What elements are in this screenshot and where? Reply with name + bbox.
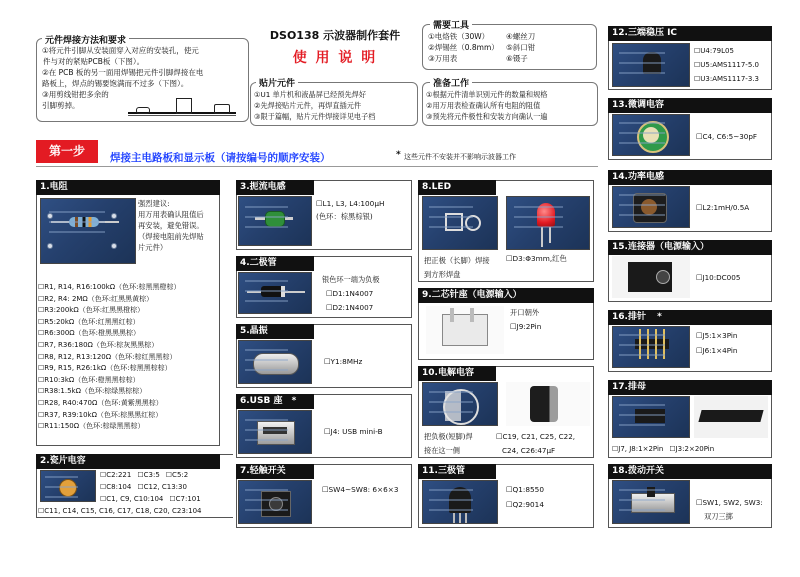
inductor-line: (色环：棕黑棕银) <box>316 212 373 221</box>
tools-list <box>428 31 596 64</box>
transistor-line[interactable]: ☐Q1:8550 <box>506 485 544 494</box>
step-badge: 第一步 <box>36 140 98 163</box>
welding-line: ②在 PCB 板的另一面用焊锡把元件引脚焊接在电 <box>42 68 204 77</box>
regulator-line[interactable]: ☐U4:79L05 <box>694 47 734 55</box>
pinheader-header <box>608 310 772 325</box>
page-title: DSO138 示波器制作套件 <box>269 29 401 42</box>
power-inductor-line[interactable]: ☐L2:1mH/0.5A <box>696 203 750 212</box>
ceramic-list <box>100 469 240 505</box>
switch-line[interactable]: ☐SW4~SW8: 6×6×3 <box>322 485 399 494</box>
resistor-item[interactable]: ☐R11:150Ω（色环:棕绿黑黑棕） <box>38 422 145 431</box>
switch-header: 7.轻触开关 <box>236 464 314 479</box>
usb-star: * <box>291 396 297 406</box>
welding-title: 元件焊接方法和要求 <box>42 33 129 46</box>
crystal-header: 5.晶振 <box>236 324 314 339</box>
trimcap-photo <box>612 114 690 156</box>
header2-header: 9.二芯针座（电源输入） <box>418 288 594 303</box>
femaleheader-header: 17.排母 <box>608 380 772 395</box>
pinheader-line[interactable]: ☐J6:1×4Pin <box>696 346 738 355</box>
resistor-photo <box>40 198 136 264</box>
advice-line: 再安装，避免错误。 <box>138 221 204 230</box>
tool-item: ⑤斜口钳 <box>506 43 536 52</box>
switch-photo <box>238 480 312 524</box>
pinheader-header-label: 16.排针 <box>612 312 646 322</box>
power-inductor-photo <box>612 186 690 228</box>
smd-title: 贴片元件 <box>256 76 298 89</box>
tools-title: 需要工具 <box>430 18 472 31</box>
femaleheader-text <box>612 444 772 454</box>
resistor-item[interactable]: ☐R5:20kΩ（色环:红黑黑红棕） <box>38 317 140 326</box>
header2-line: 开口朝外 <box>510 308 540 317</box>
page-subtitle: 使 用 说 明 <box>292 50 378 66</box>
electrolytic-left <box>424 430 473 458</box>
welding-line: 件与对的紧贴PCB板（下图）。 <box>43 57 145 66</box>
welding-line: ①将元件引脚从安装面穿入对应的安装孔，使元 <box>42 46 199 55</box>
femaleheader-line[interactable]: ☐J3:2×20Pin <box>669 445 715 453</box>
advice-line: 强烈建议: <box>138 199 170 208</box>
resistor-item[interactable]: ☐R7, R36:180Ω（色环:棕灰黑黑棕） <box>38 340 159 349</box>
welding-line: 引脚剪掉。 <box>42 101 80 110</box>
diode-text <box>322 273 380 315</box>
regulator-line[interactable]: ☐U3:AMS1117-3.3 <box>694 75 759 83</box>
crystal-line[interactable]: ☐Y1:8MHz <box>324 357 363 366</box>
pinheader-line[interactable]: ☐J5:1×3Pin <box>696 331 738 340</box>
prep-line: ①根据元件清单识别元件的数量和规格 <box>426 90 548 99</box>
prep-line: ③预先将元件极性和安装方向确认一遍 <box>426 112 548 121</box>
header2-line[interactable]: ☐J9:2Pin <box>510 322 542 331</box>
inductor-photo <box>238 196 312 246</box>
ceramic-item[interactable]: ☐C2:221 <box>100 471 132 479</box>
diode-line: 银色环一端为负极 <box>322 275 380 284</box>
regulator-text <box>694 44 759 86</box>
led-pcb-photo <box>422 196 498 250</box>
transistor-text <box>506 482 544 512</box>
slide-line: 双刀三掷 <box>704 512 733 521</box>
electrolytic-line: 把负极(短脚)焊 <box>424 432 473 441</box>
regulator-header: 12.三端稳压 IC <box>608 26 772 41</box>
step-note: 这些元件不安装并不影响示波器工作 <box>404 153 516 161</box>
regulator-line[interactable]: ☐U5:AMS1117-5.0 <box>694 61 759 69</box>
power-inductor-header: 14.功率电感 <box>608 170 772 185</box>
diode-line[interactable]: ☐D2:1N4007 <box>326 303 374 312</box>
step-divider <box>36 166 598 167</box>
slide-line[interactable]: ☐SW1, SW2, SW3: <box>696 498 763 507</box>
resistor-list <box>38 282 220 433</box>
ceramic-item[interactable]: ☐C5:2 <box>165 471 189 479</box>
resistor-item[interactable]: ☐R8, R12, R13:120Ω（色环:棕红黑黑棕） <box>38 352 177 361</box>
led-right[interactable]: ☐D3:Φ3mm,红色 <box>506 254 567 263</box>
ceramic-item[interactable]: ☐C11, C14, C15, C16, C17, C18, C20, C23:104 <box>38 507 202 515</box>
diode-line[interactable]: ☐D1:1N4007 <box>326 289 374 298</box>
resistor-item[interactable]: ☐R10:3kΩ（色环:橙黑黑棕棕） <box>38 375 140 384</box>
resistor-item[interactable]: ☐R2, R4: 2MΩ（色环:红黑黑黄棕） <box>38 294 154 303</box>
inductor-header: 3.扼流电感 <box>236 180 314 195</box>
smd-line: ①U1 单片机和液晶屏已经预先焊好 <box>254 90 367 99</box>
advice-line: 片元件） <box>138 243 168 252</box>
usb-line[interactable]: ☐J4: USB mini-B <box>324 427 383 436</box>
ceramic-item[interactable]: ☐C8:104 <box>100 483 132 491</box>
header2-photo <box>426 306 504 354</box>
transistor-header: 11.三极管 <box>418 464 496 479</box>
tool-item: ③万用表 <box>428 54 458 63</box>
resistor-item[interactable]: ☐R1, R14, R16:100kΩ（色环:棕黑黑橙棕） <box>38 283 181 291</box>
smd-text <box>254 89 418 122</box>
usb-header-label: 6.USB 座 <box>240 396 283 406</box>
electrolytic-right <box>496 430 575 458</box>
trimcap-line[interactable]: ☐C4, C6:5~30pF <box>696 132 758 141</box>
step-instruction: 焊接主电路板和显示板（请按编号的顺序安装） <box>110 152 331 164</box>
welding-illustration <box>128 92 238 120</box>
electrolytic-line: C24, C26:47μF <box>502 446 556 455</box>
resistor-item[interactable]: ☐R38:1.5kΩ（色环:棕绿黑棕棕） <box>38 387 147 396</box>
ceramic-item[interactable]: ☐C1, C9, C10:104 <box>100 495 164 503</box>
ceramic-photo <box>40 470 96 502</box>
diode-header: 4.二极管 <box>236 256 314 271</box>
advice-line: （焊接电阻前先焊贴 <box>138 232 204 241</box>
resistor-item[interactable]: ☐R6:300Ω（色环:橙黑黑黑棕） <box>38 329 141 338</box>
led-left <box>424 254 490 282</box>
connector-line[interactable]: ☐J10:DC005 <box>696 273 741 282</box>
femaleheader-line[interactable]: ☐J7, J8:1×2Pin <box>612 445 664 453</box>
resistor-item[interactable]: ☐R37, R39:10kΩ（色环:棕黑黑红棕） <box>38 410 163 419</box>
led-header: 8.LED <box>418 180 496 195</box>
smd-line: ③限于篇幅，贴片元件焊接详见电子档 <box>254 112 376 121</box>
welding-line: ③用剪线钳把多余的 <box>42 90 109 99</box>
trimcap-header: 13.微调电容 <box>608 98 772 113</box>
prep-line: ②用万用表检查确认所有电阻的阻值 <box>426 101 541 110</box>
ceramic-item[interactable]: ☐C12, C13:30 <box>137 483 187 491</box>
electrolytic-photo <box>506 382 590 426</box>
femaleheader-photo-1 <box>612 396 690 438</box>
connector-photo <box>612 256 690 298</box>
regulator-photo <box>612 43 690 87</box>
pinheader-star: * <box>657 312 662 322</box>
advice-line: 用万用表确认阻值后 <box>138 210 204 219</box>
resistor-item[interactable]: ☐R28, R40:470Ω（色环:黄紫黑黑棕） <box>38 398 163 407</box>
ceramic-item[interactable]: ☐C7:101 <box>169 495 201 503</box>
diode-photo <box>238 272 312 314</box>
resistor-item[interactable]: ☐R9, R15, R26:1kΩ（色环:棕黑黑棕棕） <box>38 364 172 373</box>
header2-text <box>510 306 541 334</box>
tool-item: ④螺丝刀 <box>506 32 536 41</box>
ceramic-header: 2.瓷片电容 <box>36 454 220 469</box>
transistor-line[interactable]: ☐Q2:9014 <box>506 500 544 509</box>
led-photo <box>506 196 590 250</box>
step-note-bullet: * <box>396 150 401 160</box>
inductor-line[interactable]: ☐L1, L3, L4:100μH <box>316 199 385 208</box>
welding-line: 路板上，焊点的锡要饱满而不过多（下图）。 <box>42 79 189 88</box>
smd-line: ②先焊接贴片元件，再焊直插元件 <box>254 101 362 110</box>
femaleheader-photo-2 <box>694 396 768 438</box>
resistors-header: 1.电阻 <box>36 180 220 195</box>
slide-header: 18.拨动开关 <box>608 464 772 479</box>
prep-title: 准备工作 <box>430 76 472 89</box>
tool-item: ②焊锡丝（0.8mm） <box>428 43 499 52</box>
tool-item: ①电烙铁（30W） <box>428 32 490 41</box>
connector-header: 15.连接器（电源输入） <box>608 240 772 255</box>
inductor-text <box>316 197 384 223</box>
electrolytic-line[interactable]: ☐C19, C21, C25, C22, <box>496 432 576 441</box>
electrolytic-pcb-photo <box>422 382 498 426</box>
usb-header <box>236 394 314 409</box>
tool-item: ⑥镊子 <box>506 54 528 63</box>
crystal-photo <box>238 340 312 384</box>
ceramic-item[interactable]: ☐C3:5 <box>137 471 160 479</box>
electrolytic-line: 接在这一侧 <box>424 446 460 455</box>
led-line: 到方形焊盘 <box>424 270 461 279</box>
electrolytic-header: 10.电解电容 <box>418 366 496 381</box>
slide-text <box>696 496 763 524</box>
transistor-photo <box>422 480 498 524</box>
pinheader-text <box>696 328 737 358</box>
resistor-advice <box>138 198 220 253</box>
usb-photo <box>238 410 312 454</box>
resistor-item[interactable]: ☐R3:200kΩ（色环:红黑黑橙棕） <box>38 306 145 315</box>
slide-photo <box>612 480 690 524</box>
prep-text <box>426 89 598 122</box>
pinheader-photo <box>612 326 690 368</box>
led-line: 把正极（长脚）焊接 <box>424 256 490 265</box>
